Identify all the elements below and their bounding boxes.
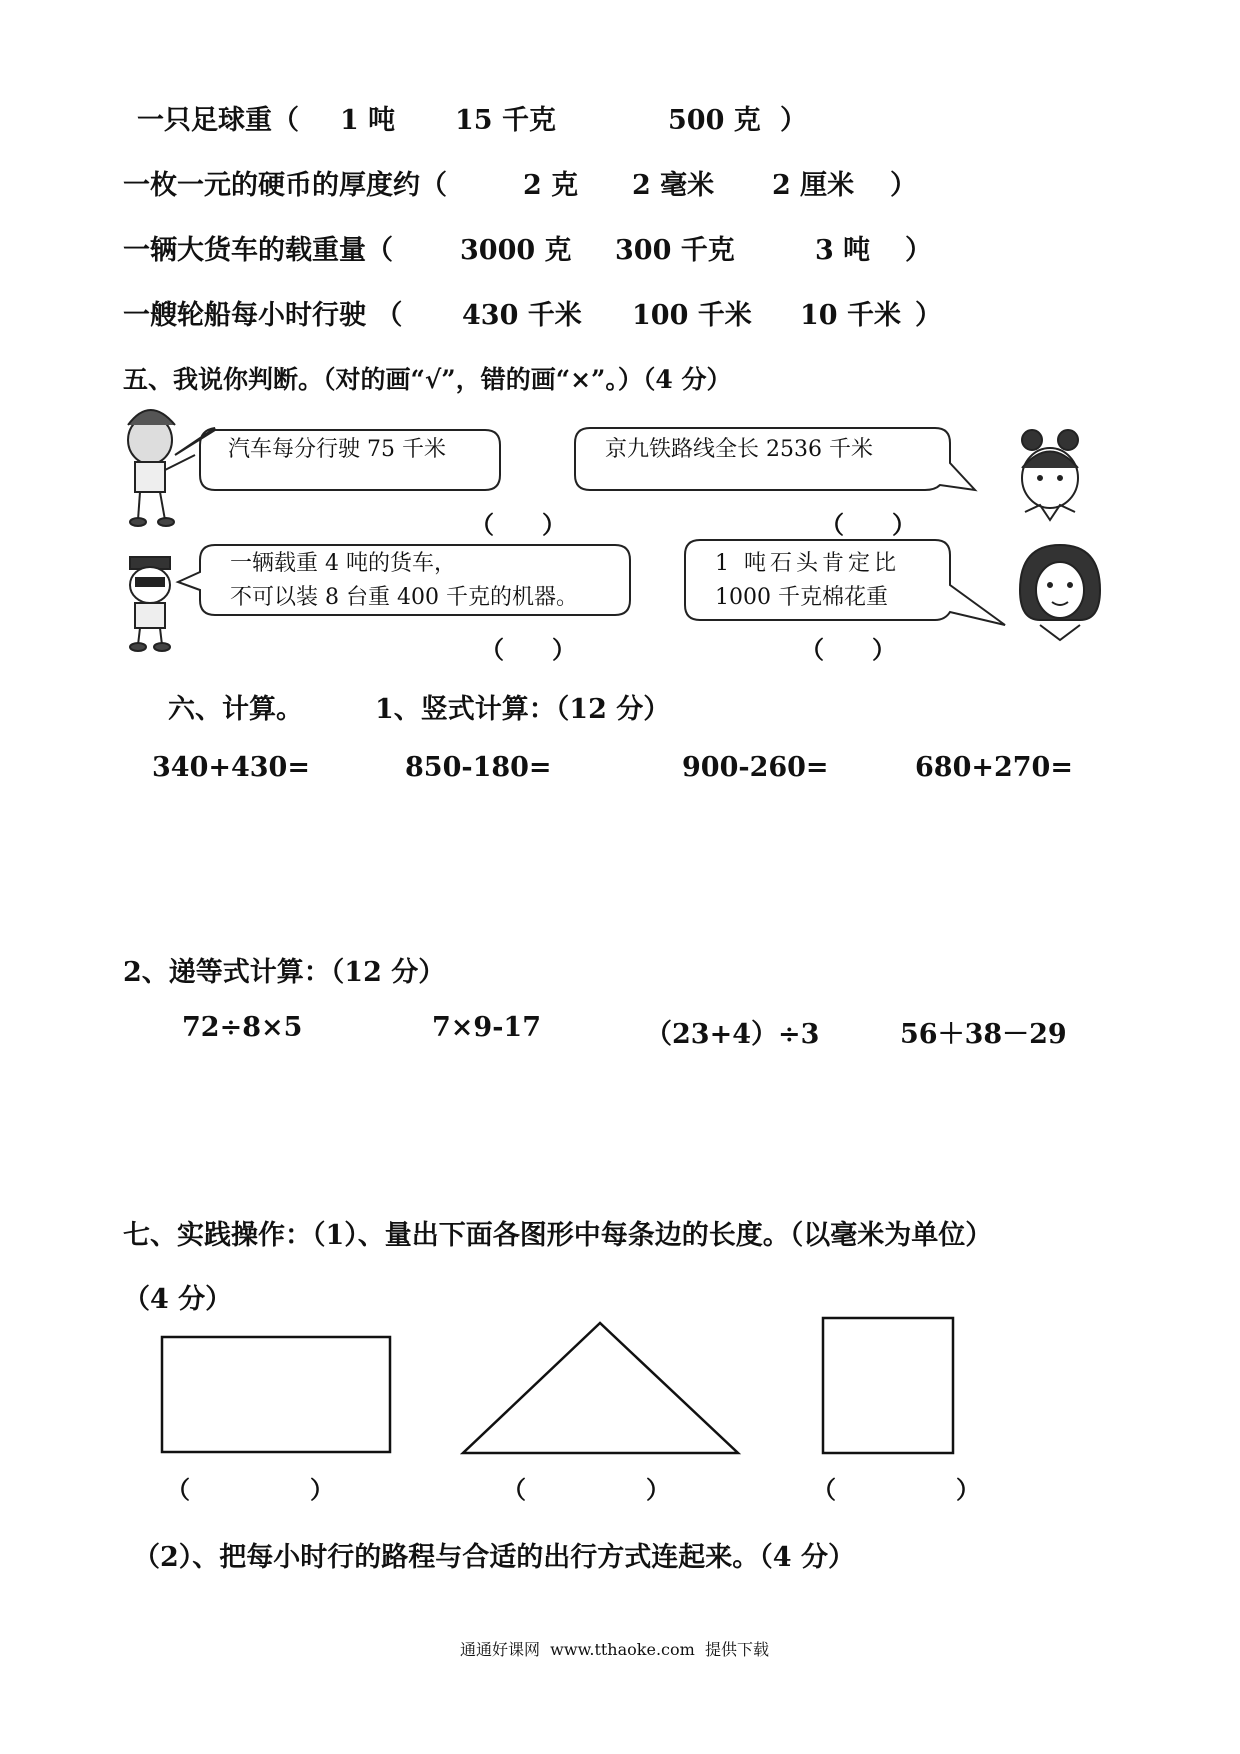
q4-row-4-option-c: 10 千米: [800, 300, 901, 331]
q4-row-4-stem: 一艘轮船每小时行驶 （: [123, 300, 403, 331]
bubble-2-text: 京九铁路线全长 2536 千米: [605, 437, 873, 462]
section6-part1-title: 1、竖式计算：（12 分）: [375, 694, 671, 725]
bubble-1-answer: （ ）: [470, 510, 566, 539]
stepwise-calc-3: （23+4）÷3: [645, 1019, 820, 1050]
bubble-3-line-2: 不可以装 8 台重 400 千克的机器。: [230, 585, 578, 610]
boy-illustration: [128, 410, 195, 526]
stepwise-calc-4: 56＋38－29: [900, 1019, 1067, 1050]
q4-row-1-option-a: 1 吨: [340, 105, 396, 136]
boy-with-cap-illustration: [130, 557, 170, 651]
bubble-3-answer: （ ）: [480, 635, 576, 664]
stepwise-calc-2: 7×9-17: [432, 1012, 541, 1043]
vertical-calc-3: 900-260=: [682, 752, 829, 783]
bubble-2-answer: （ ）: [820, 510, 916, 539]
q4-row-1-option-c: 500 克: [668, 105, 761, 136]
girl-illustration: [1022, 430, 1078, 520]
vertical-calc-2: 850-180=: [405, 752, 552, 783]
stepwise-calc-1: 72÷8×5: [182, 1012, 303, 1043]
footer-credit: 通通好课网 www.tthaoke.com 提供下载: [460, 1640, 769, 1659]
section6-part2-title: 2、递等式计算：（12 分）: [123, 957, 446, 988]
q4-row-2-option-a: 2 克: [523, 170, 579, 201]
q4-row-2-stem: 一枚一元的硬币的厚度约（: [123, 170, 447, 201]
square-answer: （ ）: [812, 1475, 980, 1504]
q4-row-2-option-c: 2 厘米: [772, 170, 855, 201]
q4-row-3-option-a: 3000 克: [460, 235, 572, 266]
q4-row-3-close: ）: [905, 235, 932, 266]
section5-title: 五、我说你判断。（对的画“√”，错的画“×”。）（4 分）: [123, 365, 732, 394]
q4-row-3-option-b: 300 千克: [615, 235, 735, 266]
q4-row-1-stem: 一只足球重（: [137, 105, 299, 136]
section7-score: （4 分）: [123, 1284, 233, 1315]
triangle-answer: （ ）: [502, 1475, 670, 1504]
q4-row-3-stem: 一辆大货车的载重量（: [123, 235, 393, 266]
q4-row-3-option-c: 3 吨: [815, 235, 871, 266]
triangle-shape: [463, 1323, 738, 1453]
woman-illustration: [1020, 545, 1100, 640]
section7-part2-title: （2）、把每小时行的路程与合适的出行方式连起来。（4 分）: [133, 1542, 855, 1573]
bubble-4-line-1: 1 吨石头肯定比: [715, 551, 900, 576]
q4-row-1-close: ）: [780, 105, 807, 136]
q4-row-4-close: ）: [915, 300, 942, 331]
q4-row-2-option-b: 2 毫米: [632, 170, 715, 201]
bubble-1-text: 汽车每分行驶 75 千米: [228, 437, 446, 462]
bubble-4-answer: （ ）: [800, 635, 896, 664]
section6-title: 六、计算。: [168, 694, 303, 725]
bubble-3-line-1: 一辆载重 4 吨的货车，: [230, 551, 456, 576]
q4-row-2-close: ）: [890, 170, 917, 201]
vertical-calc-1: 340+430=: [152, 752, 310, 783]
q4-row-4-option-a: 430 千米: [462, 300, 582, 331]
q4-row-4-option-b: 100 千米: [632, 300, 752, 331]
bubble-4-line-2: 1000 千克棉花重: [715, 585, 888, 610]
section7-title: 七、实践操作：（1）、量出下面各图形中每条边的长度。（以毫米为单位）: [123, 1220, 993, 1251]
rectangle-answer: （ ）: [166, 1475, 334, 1504]
square-shape: [823, 1318, 953, 1453]
q4-row-1-option-b: 15 千克: [455, 105, 556, 136]
rectangle-shape: [162, 1337, 390, 1452]
vertical-calc-4: 680+270=: [915, 752, 1073, 783]
